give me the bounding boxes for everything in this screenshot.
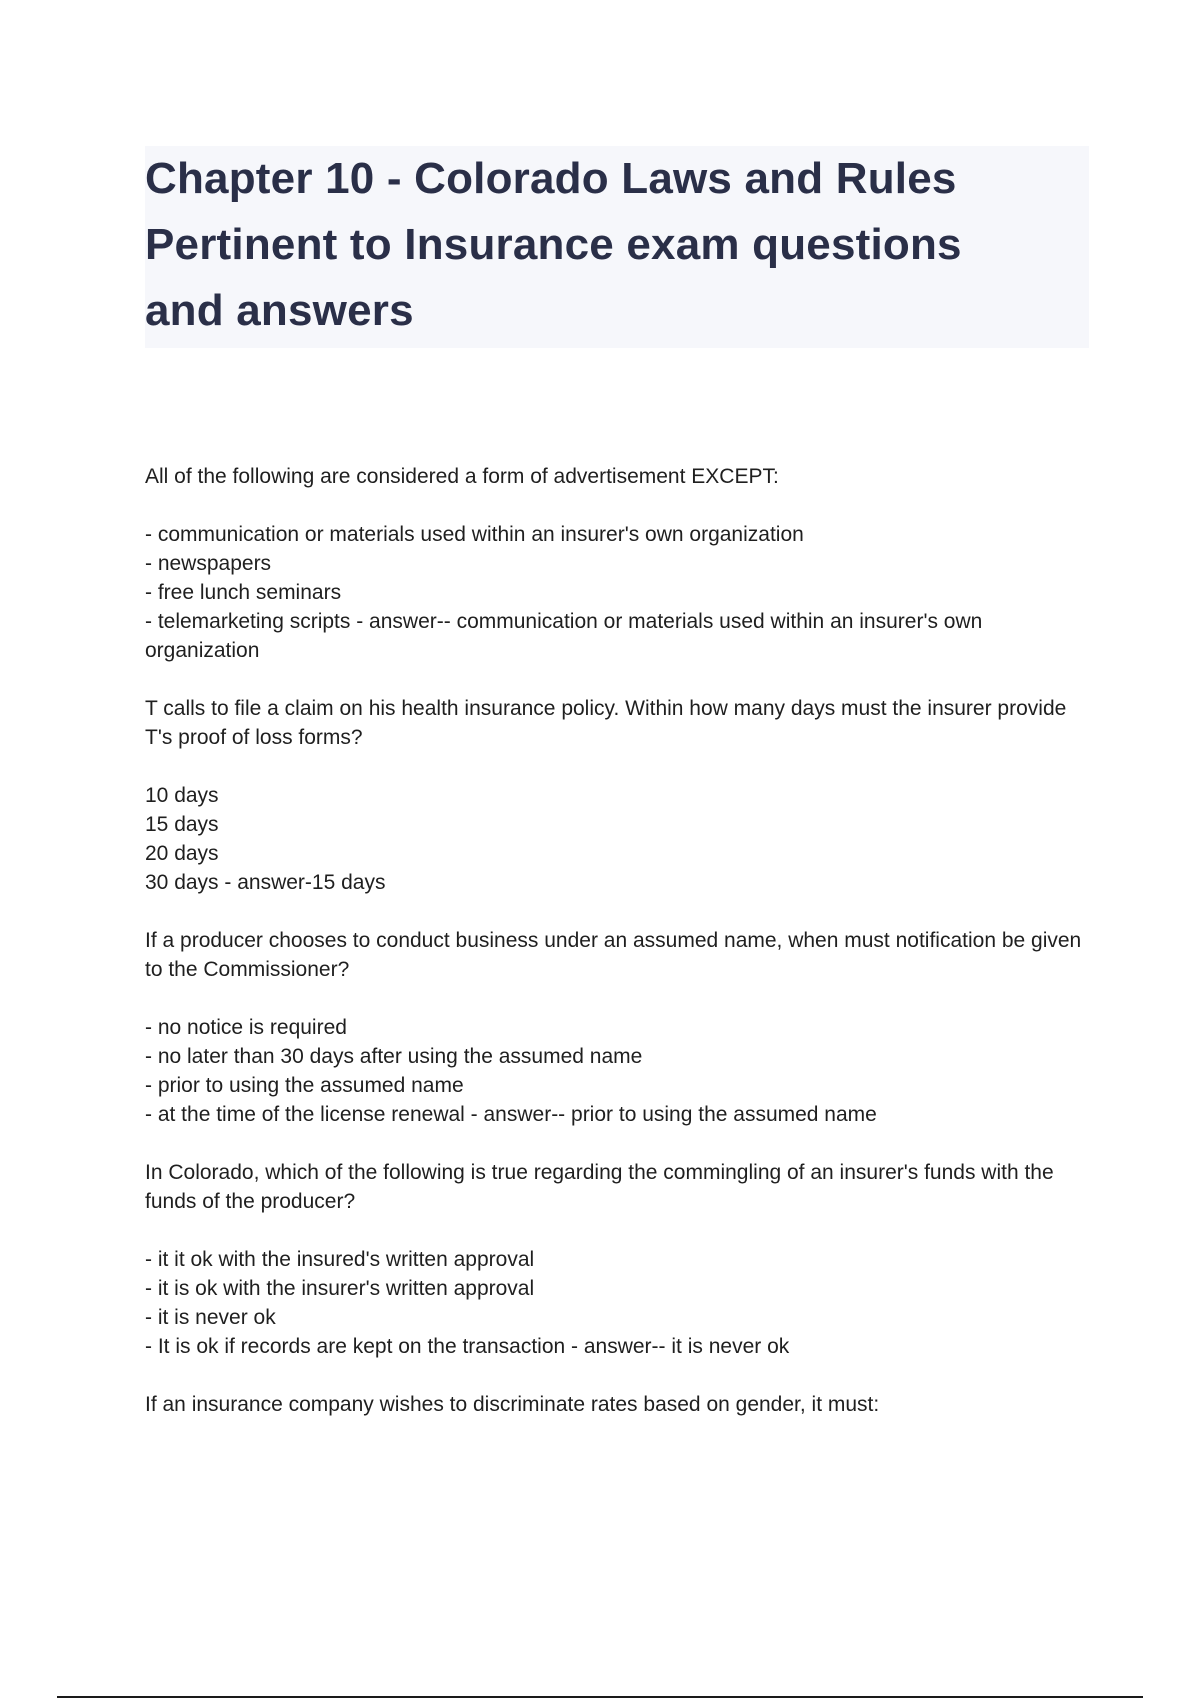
answer-option: - it is never ok xyxy=(145,1306,276,1329)
document-body xyxy=(145,462,1089,1448)
question-text: In Colorado, which of the following is true regarding the commingling of an insurer's funds with the funds of the producer? xyxy=(145,1161,1054,1213)
question-text: All of the following are considered a form of advertisement EXCEPT: xyxy=(145,465,779,488)
answer-options xyxy=(145,1013,1089,1129)
answer-options xyxy=(145,781,1089,897)
question-block xyxy=(145,694,1089,897)
question-text: If a producer chooses to conduct business under an assumed name, when must notification be given to the Commissioner? xyxy=(145,929,1082,981)
answer-option: - at the time of the license renewal - answer-- prior to using the assumed name xyxy=(145,1103,877,1126)
answer-option: - it is ok with the insurer's written approval xyxy=(145,1277,535,1300)
answer-option: - no later than 30 days after using the assumed name xyxy=(145,1045,643,1068)
answer-option: - communication or materials used within an insurer's own organization xyxy=(145,523,804,546)
document-title: Chapter 10 - Colorado Laws and Rules Pertinent to Insurance exam questions and answers xyxy=(145,154,962,335)
question-block xyxy=(145,1390,1089,1419)
answer-options xyxy=(145,520,1089,665)
question-text: If an insurance company wishes to discriminate rates based on gender, it must: xyxy=(145,1393,880,1416)
answer-option: - it it ok with the insured's written approval xyxy=(145,1248,535,1271)
answer-option: - telemarketing scripts - answer-- communication or materials used within an insurer's own organization xyxy=(145,610,983,662)
question-block xyxy=(145,926,1089,1129)
answer-options xyxy=(145,1245,1089,1361)
page-bottom-rule xyxy=(57,1696,1143,1698)
answer-option: 20 days xyxy=(145,842,219,865)
answer-option: - no notice is required xyxy=(145,1016,347,1039)
answer-option: 30 days - answer-15 days xyxy=(145,871,386,894)
answer-option: 15 days xyxy=(145,813,219,836)
answer-option: - newspapers xyxy=(145,552,272,575)
answer-option: - It is ok if records are kept on the transaction - answer-- it is never ok xyxy=(145,1335,790,1358)
question-block xyxy=(145,1158,1089,1361)
question-text: T calls to file a claim on his health insurance policy. Within how many days must the insurer provide T's proof of loss forms? xyxy=(145,697,1067,749)
title-block xyxy=(145,146,1089,348)
question-block xyxy=(145,462,1089,665)
answer-option: - prior to using the assumed name xyxy=(145,1074,464,1097)
answer-option: 10 days xyxy=(145,784,219,807)
answer-option: - free lunch seminars xyxy=(145,581,342,604)
